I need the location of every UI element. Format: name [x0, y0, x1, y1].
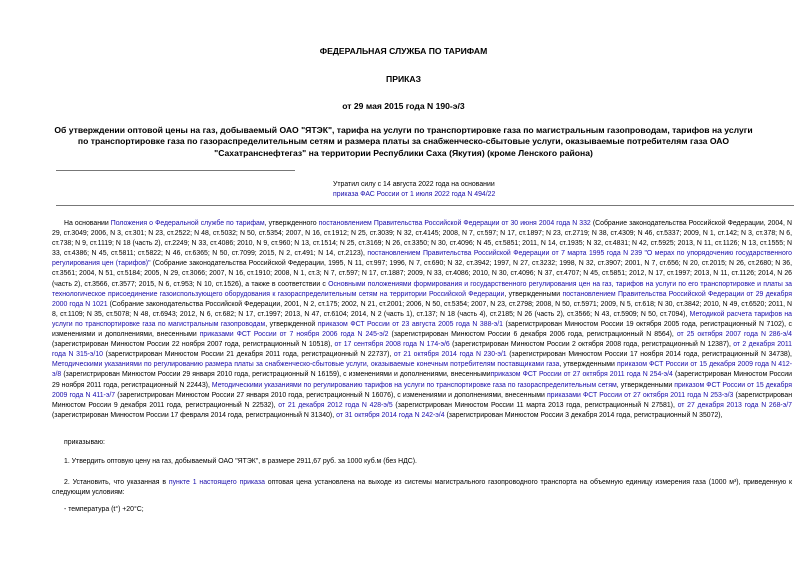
- text-segment: , утвержденными: [559, 361, 618, 369]
- text-segment: (зарегистрирован Минюстом России 17 февраля 2014 года, регистрационный N 31340),: [52, 411, 337, 419]
- text-segment: , утвержденными: [616, 381, 675, 389]
- text-segment: (зарегистрирован Минюстом России 9 декабря 2011 года, регистрационный N 22532),: [52, 391, 792, 409]
- doc-link[interactable]: от 21 декабря 2012 года N 428-э/5: [278, 401, 393, 409]
- text-segment: (зарегистрирован Минюстом России 11 марта 2013 года, регистрационный N 27581),: [392, 401, 678, 409]
- doc-link[interactable]: Основными положениями формирования и государственного регулирования цен на газ, тарифов на услуги по его транспортировке и платы за технологическое присоединение газоиспользующего оборудования к газораспределительным сетям на территории Российской Федерации: [52, 280, 792, 298]
- text-segment: (Собрание законодательства Российской Федерации, 2004, N 29, ст.3049; 2006, N 3, ст.301; N 23, ст.2522; N 48, ст.5032; N 50, ст.5354; 2007, N 16, ст.1912; N 25, ст.3039; N 32, ст.4145; 2008, N 7, ст.597; N 17, ст.1897; N 23, ст.2719; N 38, ст.4309; N 46, ст.5337; 2009, N 1, ст.142; N 3, ст.378; N 6, ст.738; N 9, ст.1119; N 18 (часть 2), ст.2249; N 33, ст.4086; 2010, N 9, ст.960; N 13, ст.1514; N 25, ст.3169; N 26, ст.3350; N 30, ст.4096; N 45, ст.5851; 2011, N 14, ст.1935; N 32, ст.4831; N 42, ст.5925; 2013, N 11, ст.1126; N 13, ст.1555; N 33, ст.4386; N 45, ст.5811; ст.5822; N 46, ст.6365; N 50, ст.7099; 2015, N 2, ст.491; N 14, ст.2123),: [52, 220, 792, 258]
- validity-text: Утратил силу с 14 августа 2022 года на основании: [333, 181, 495, 188]
- doc-link[interactable]: постановлением Правительства Российской Федерации от 30 июня 2004 года N 332: [318, 220, 591, 227]
- text-segment: (зарегистрирован Минюстом России 29 ноября 2011 года, регистрационный N 22443),: [52, 371, 792, 389]
- doc-link[interactable]: приказом ФСТ России от 15 декабря 2009 года N 411-э/7: [52, 381, 792, 399]
- doc-link[interactable]: от 31 октября 2014 года N 242-э/4: [336, 411, 445, 419]
- document-type: ПРИКАЗ: [386, 74, 421, 84]
- decree-word: приказываю:: [64, 439, 105, 446]
- divider: [56, 170, 295, 171]
- doc-link[interactable]: Методикой расчета тарифов на услуги по транспортировке газа по магистральным газопроводам: [52, 310, 792, 328]
- validity-note: [333, 180, 495, 200]
- text-segment: (зарегистрирован Минюстом России 21 декабря 2011 года, регистрационный N 22737),: [103, 351, 394, 359]
- agency-name: ФЕДЕРАЛЬНАЯ СЛУЖБА ПО ТАРИФАМ: [319, 46, 488, 56]
- text-segment: (зарегистрирован Минюстом России 29 января 2010 года, регистрационный N 16159), с изменениями и дополнениями, внесенными: [61, 371, 491, 379]
- doc-link[interactable]: от 2 декабря 2011 года N 315-э/10: [52, 341, 793, 359]
- text-segment: (зарегистрирован Минюстом России 17 ноября 2014 года, регистрационный N 34738),: [506, 351, 792, 359]
- text-segment: (зарегистрирован Минюстом России 22 ноября 2007 года, регистрационный N 10518),: [52, 341, 335, 349]
- text-segment: 2. Установить, что указанная в: [64, 479, 169, 486]
- doc-link[interactable]: от 21 октября 2014 года N 230-э/1: [393, 351, 507, 359]
- doc-link[interactable]: приказом ФСТ России от 15 декабря 2009 года N 412-э/8: [52, 361, 792, 379]
- text-segment: , утвержденного: [264, 220, 319, 227]
- doc-link[interactable]: от 17 сентября 2008 года N 174-э/6: [334, 341, 450, 349]
- document-date-number: от 29 мая 2015 года N 190-э/3: [342, 101, 465, 111]
- text-segment: (зарегистрирован Минюстом России 6 декабря 2006 года, регистрационный N 8564),: [388, 331, 677, 339]
- doc-link[interactable]: пункте 1 настоящего приказа: [168, 479, 265, 486]
- text-segment: , утвержденной: [265, 320, 318, 328]
- validity-link[interactable]: приказа ФАС России от 1 июля 2022 года N 494/22: [333, 191, 496, 199]
- doc-link[interactable]: от 25 октября 2007 года N 286-э/4: [676, 331, 793, 339]
- doc-link[interactable]: Положения о Федеральной службе по тарифам: [110, 220, 265, 227]
- text-segment: (зарегистрирован Минюстом России 27 января 2010 года, регистрационный N 16076), с изменениями и дополнениями, внесенными: [115, 391, 547, 399]
- doc-link[interactable]: приказами ФСТ России от 7 ноября 2006 года N 245-э/2: [199, 331, 389, 339]
- preamble-paragraph: [52, 219, 792, 421]
- doc-link[interactable]: постановлением Правительства Российской Федерации от 29 декабря 2000 года N 1021: [52, 290, 792, 308]
- doc-link[interactable]: Методическими указаниями по регулированию тарифов на услуги по транспортировке газа по газораспределительным сетям: [211, 381, 617, 389]
- doc-link[interactable]: приказом ФСТ России от 27 октября 2011 года N 254-э/4: [490, 371, 673, 379]
- text-segment: (Собрание законодательства Российской Федерации, 1995, N 11, ст.997; 1996, N 7, ст.690; N 32, ст.3942; 1997, N 27, ст.3232; 1998, N 32, ст.3907; 2001, N 7, ст.656; N 20, ст.2015; N 26, ст.2680; N 36, ст.3561; 2004, N 51, ст.5184; 2005, N 29, ст.3066; 2007, N 16, ст.1910; 2008, N 1, ст.3; N 7, ст.597; N 17, ст.1887; 2009, N 33, ст.4086; 2010, N 30, ст.4096; N 37, ст.4707; N 45, ст.5851; 2012, N 17, ст.1997; 2013, N 11, ст.1126; 2014, N 26 (часть 2), ст.3566, ст.3577; 2015, N 6, ст.953; N 10, ст.1526), а также в соответствии с: [52, 260, 792, 288]
- item-1: 1. Утвердить оптовую цену на газ, добываемый ОАО "ЯТЭК", в размере 2911,67 руб. за 1000 куб.м (без НДС).: [64, 458, 417, 465]
- temperature-condition: - температура (t°) +20°С;: [64, 506, 144, 513]
- document-title: Об утверждении оптовой цены на газ, добываемый ОАО "ЯТЭК", тарифа на услуги по транспортировке газа по магистральным газопроводам, тарифов на услуги по транспортировке газа по газораспределительным сетям и размера платы за снабженческо-сбытовые услуги, оказываемые потребителям газа ОАО "Сахатранснефтегаз" на территории Республики Саха (Якутия) (кроме Ленского района): [54, 125, 753, 158]
- text-segment: оптовая цена установлена на выходе из системы магистрального газопроводного транспорта на объемную единицу измерения газа (1000 м³), приведенную к следующим условиям:: [52, 479, 792, 497]
- text-segment: (зарегистрирован Минюстом России 3 декабря 2014 года, регистрационный N 35072),: [444, 411, 723, 419]
- doc-link[interactable]: постановлением Правительства Российской Федерации от 7 марта 1995 года N 239 "О мерах по упорядочению государственного регулирования цен (тарифов)": [52, 250, 793, 268]
- text-segment: , утвержденными: [504, 290, 563, 298]
- text-segment: (зарегистрирован Минюстом России 2 октября 2008 года, регистрационный N 12387),: [449, 341, 734, 349]
- doc-link[interactable]: приказом ФСТ России от 23 августа 2005 года N 388-э/1: [317, 320, 503, 328]
- doc-link[interactable]: Методическими указаниями по регулированию размера платы за снабженческо-сбытовые услуги, оказываемые конечным потребителям поставщиками газа: [52, 361, 560, 369]
- text-segment: (Собрание законодательства Российской Федерации, 2001, N 2, ст.175; 2002, N 21, ст.2001; 2006, N 50, ст.5354; 2007, N 23, ст.2798; 2008, N 50, ст.5971; 2009, N 5, ст.618; N 30, ст.3842; 2010, N 49, ст.6520; 2011, N 8, ст.1109; N 35, ст.5078; N 48, ст.6943; 2012, N 6, ст.682; N 17, ст.1997; 2013, N 47, ст.6104; 2014, N 2 (часть 1), ст.137; N 18 (часть 4), ст.2185; N 26 (часть 2), ст.3566; N 43, ст.5909; N 50, ст.7094),: [52, 300, 792, 318]
- text-segment: На основании: [64, 220, 111, 227]
- item-2: [52, 478, 792, 498]
- doc-link[interactable]: от 27 декабря 2013 года N 268-э/7: [677, 401, 792, 409]
- divider: [56, 205, 794, 206]
- doc-link[interactable]: приказами ФСТ России от 27 октября 2011 года N 253-э/3: [546, 391, 734, 399]
- text-segment: (зарегистрирован Минюстом России 19 октября 2005 года, регистрационный N 7102), с изменениями и дополнениями, внесенными: [52, 320, 792, 339]
